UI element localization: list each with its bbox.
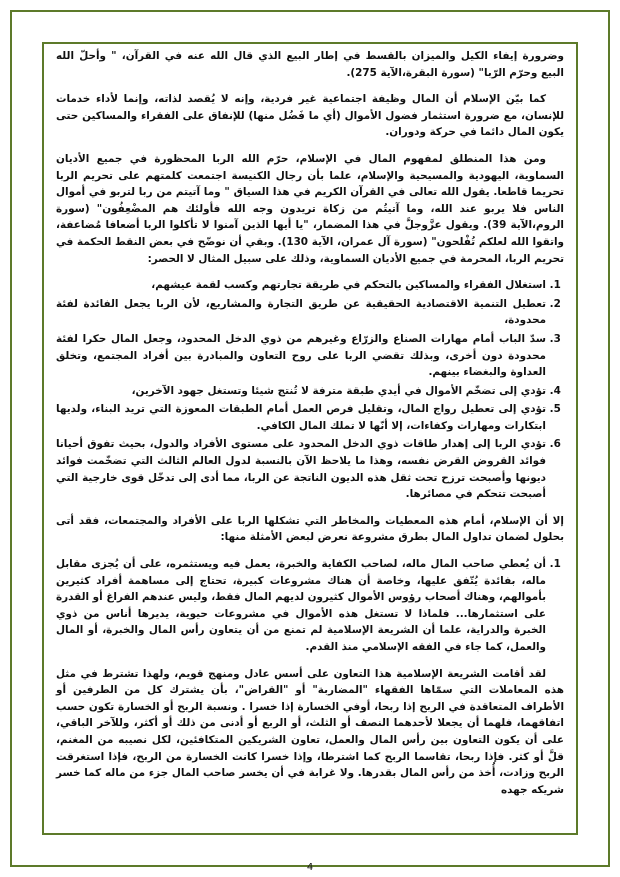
list-item: 6. تؤدي الربا إلى إهدار طاقات ذوي الدخل المحدود على مستوى الأفراد والدول، بحيث تفوق أحيانا فوائد القروض القرض نفسه، وهذا ما يلاحظ الآن بالنسبة لدول العالم الثالث التي تضخّمت فوائد ديونها وأصبحت ترزح تحت ثقل هذه الديون الناتجة عن الربا، مما أدى إلى تدخّل قوى خارجية التي أصبحت تتحكم في مصائرها. — [56, 436, 546, 502]
list-item: 2. تعطيل التنمية الاقتصادية الحقيقية عن طريق التجارة والمشاريع، لأن الربا يجعل الفائدة لفئة محدودة، — [56, 296, 546, 329]
list-item: 1. استغلال الفقراء والمساكين بالتحكم في طريقة تجارتهم وكسب لقمة عيشهم، — [56, 277, 546, 294]
riba-harms-list — [56, 277, 564, 503]
list-item: 5. تؤدي إلى تعطيل رواج المال، وتقليل فرص العمل أمام الطبقات المعوزة التي تريد البناء، ولديها ابتكارات ومهارات وكفاءات، إلا أنّها لا تملك المال الكافي. — [56, 401, 546, 434]
solutions-list — [56, 556, 564, 656]
list-item: 4. تؤدي إلى تضخّم الأموال في أيدي طبقة مترفة لا تُنتج شيئا وتستغل جهود الآخرين، — [56, 383, 546, 400]
paragraph-3: ومن هذا المنطلق لمفهوم المال في الإسلام، حرّم الله الربا المحظورة في جميع الأديان السماوية، اليهودية والمسيحية والإسلام، علما بأن رجال الكنيسة اجتمعت كلمتهم على تحريم الربا تحريما قاطعا. يقول الله تعالى في القرآن الكريم في هذا السياق " وما آتيتم من ربا لتربو في أموال الناس فلا يربو عند الله، وما آتيتُم من زكاة تريدون وجه الله فأولئك هم المضْعِفُون" (سورة الروم،الآية 39). ويقول عزَّوجلَّ في هذا المضمار، "يا أيها الذين آمنوا لا تأكلوا الربا أضعافا مُضاعفة، واتقوا الله لعلكم تُفْلحون" (سورة آل عمران، الآية 130). وبقي أن نوضّح في بعض النقط الحكمة في تحريم الربا، المحرمة في جميع الأديان السماوية، وذلك على سبيل المثال لا الحصر: — [56, 152, 564, 265]
paragraph-4: إلا أن الإسلام، أمام هذه المعطيات والمخاطر التي تشكلها الربا على الأفراد والمجتمعات، فقد أتى بحلول لضمان تداول المال بطرق مشروعة نعرض لبعض الأمثلة منها: — [56, 514, 564, 544]
paragraph-2: كما بيّن الإسلام أن المال وظيفة اجتماعية غير فردية، وإنه لا يُقصد لذاته، وإنما لأداء خدمات للإنسان، مع ضرورة استثمار فضول الأموال (أي ما فَضُل منها) للإنفاق على الفقراء والمساكين حتى يكون المال دائما في حركة ودوران. — [56, 93, 564, 139]
page-number: 4 — [306, 862, 314, 873]
document-body — [50, 48, 570, 873]
paragraph-5: لقد أقامت الشريعة الإسلامية هذا التعاون على أسس عادل ومنهج قويم، ولهذا تشترط في مثل هذه المعاملات التي سمّاها الفقهاء "المضاربة" أو "القراض"، بأن يشترك كل من الطرفين أو الأطراف المتعاقدة في الربح إذا ربحا، أوفي الخسارة إذا خسرا . ونسبة الربح أو الخسارة تكون حسب اتفاقهما، فلهما أن يجعلا لأحدهما النصف أو الثلث، أو الربع أو أدنى من ذلك أو أكثر، وللآخر الباقي، على أن يكون التعاون بين رأس المال والعمل، تعاون الشريكين المتكافئين، لكل نصيبه من المغنم، قلَّ أو كثر. فإذا ربحا، تقاسما الربح كما اشترطا، وإذا خسرا كانت الخسارة من الربح، فإذا استغرقت الربح وزادت، أُخذ من رأس المال بقدرها. ولا غرابة في أن يخسر صاحب المال جزء من ماله كما خسر شريكه جهده — [56, 667, 564, 796]
paragraph-1: وضرورة إيفاء الكيل والميزان بالقسط في إطار البيع الذي قال الله عنه في القرآن، " وأحلّ الله البيع وحرّم الرّبا" (سورة البقرة،الآية 275). — [56, 50, 564, 79]
list-item: 1. أن يُعطي صاحب المال ماله، لصاحب الكفاية والخبرة، يعمل فيه ويستثمره، على أن يُجزى مقابل ماله، بفائدة يُتّفق عليها، وخاصة أن هناك مشروعات كبيرة، تحتاج إلى مساهمة أفراد كثيرين بأموالهم، وهناك أصحاب رؤوس الأموال كثيرون لديهم المال فقط، وليس عندهم الفراغ أو القدرة على استثمارها... فلماذا لا تستغل هذه الأموال في مشروعات حيوية، يديرها أناس من ذوي الخبرة والدراية، علما أن الشريعة الإسلامية لم تمنع من أن يتعاون رأس المال والخبرة، أو المال والعمل، كما جاء في الفقه الإسلامي منذ القدم. — [56, 556, 546, 656]
list-item: 3. سدّ الباب أمام مهارات الصناع والزرّاع وغيرهم من ذوي الدخل المحدود، وجعل المال حكرا لفئة محدودة دون أخرى، وبذلك تقضي الربا على روح التعاون والمبادرة بين أفراد المجتمع، وتخلق العداوة والبغضاء بينهم. — [56, 331, 546, 381]
